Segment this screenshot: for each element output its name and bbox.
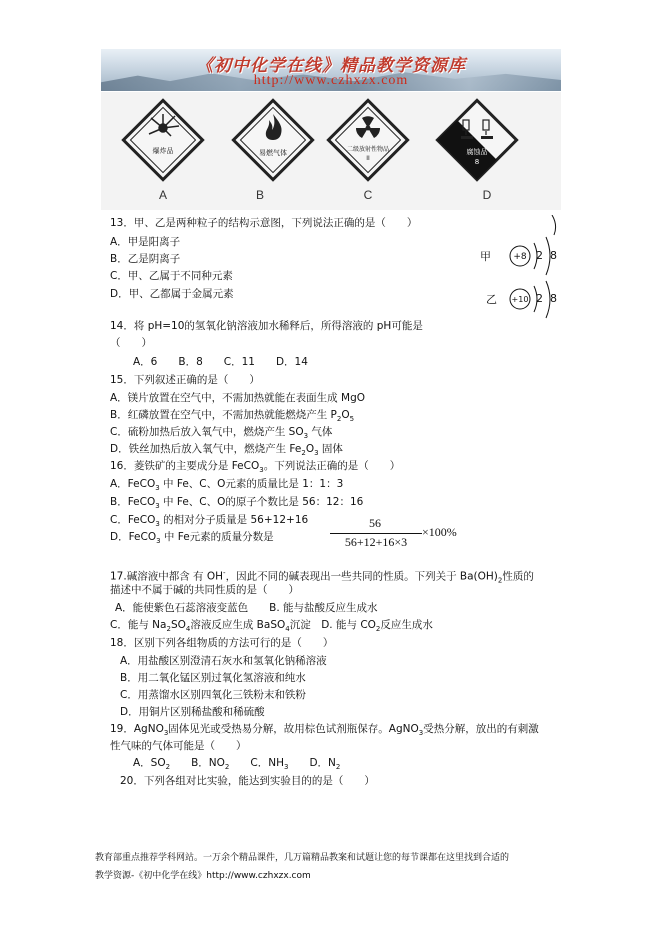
atom-jia-label: 甲	[480, 250, 491, 263]
svg-text:易燃气体: 易燃气体	[259, 149, 287, 157]
q18-option-b: B．用二氧化锰区别过氧化氢溶液和纯水	[120, 672, 306, 684]
radioactive-sign	[326, 98, 410, 182]
q19-options: A．$SO_2$ B．$NO_2$ C．$NH_3$ D．$N_2$	[133, 757, 341, 772]
svg-text:8: 8	[550, 292, 557, 305]
question-17-cont: 描述中不属于碱的共同性质的是（ ）	[110, 584, 299, 596]
q16-option-c: C．FeCO$_3$ 的相对分子质量是 56+12+16	[110, 514, 309, 529]
svg-text:+8: +8	[513, 252, 527, 262]
header-banner	[101, 49, 561, 91]
q13-option-d: D．甲、乙都属于金属元素	[110, 288, 234, 300]
q15-option-c: C．硫粉加热后放入氧气中，燃烧产生 $SO_3$ 气体	[110, 426, 333, 441]
question-13: 13．甲、乙是两种粒子的结构示意图，下列说法正确的是（ ）	[110, 217, 418, 229]
atom-yi-label: 乙	[486, 293, 497, 306]
question-19-cont: 性气味的气体可能是（ ）	[110, 740, 247, 752]
svg-text:二级放射性物品: 二级放射性物品	[346, 146, 390, 153]
explosive-sign	[121, 98, 205, 182]
question-20: 20．下列各组对比实验，能达到实验目的的是（ ）	[120, 775, 375, 787]
question-18: 18．区别下列各组物质的方法可行的是（ ）	[110, 637, 334, 649]
q16-option-d: D．FeCO$_3$ 中 Fe元素的质量分数是	[110, 531, 274, 546]
sign-letter-c: C	[363, 188, 373, 202]
svg-text:2: 2	[536, 249, 543, 262]
q17-options-cd: C．能与 $Na_2SO_4$溶液反应生成 BaSO$_4$沉淀 D. 能与 $CO_2$反应生成水	[110, 619, 433, 634]
q18-option-d: D．用铜片区别稀盐酸和稀硫酸	[120, 706, 265, 718]
banner-url[interactable]: http://www.czhxzx.com	[253, 73, 409, 88]
svg-text:8: 8	[474, 158, 480, 166]
footer-line-2[interactable]: 教学资源-《初中化学在线》http://www.czhxzx.com	[95, 871, 311, 881]
q14-paren: （ ）	[110, 337, 152, 349]
q18-option-c: C．用蒸馏水区别四氧化三铁粉末和铁粉	[120, 689, 306, 701]
question-19: 19．AgNO$_3$固体见光或受热易分解，故用棕色试剂瓶保存。AgNO$_3$受热分解，放出的有刺激	[110, 723, 539, 738]
q14-options: A．6 B．8 C．11 D．14	[133, 356, 308, 368]
q15-option-b: B．红磷放置在空气中，不需加热就能燃烧产生 $P_2O_5$	[110, 409, 355, 424]
q16-option-b: B．FeCO$_3$ 中 Fe、C、O的原子个数比是 56：12：16	[110, 496, 364, 511]
q16-option-a: A．FeCO$_3$ 中 Fe、C、O元素的质量比是 1：1：3	[110, 478, 344, 493]
question-16: 16．菱铁矿的主要成分是 FeCO$_3$。下列说法正确的是（ ）	[110, 460, 401, 475]
corrosive-sign	[435, 98, 519, 182]
mass-fraction-formula	[330, 514, 458, 554]
fraction-suffix: ×100%	[422, 525, 457, 539]
sign-letter-b: B	[255, 188, 264, 202]
fraction-denominator: 56+12+16×3	[344, 535, 408, 549]
q13-option-a: A．甲是阳离子	[110, 236, 181, 248]
svg-text:II: II	[366, 155, 370, 162]
svg-text:腐蚀品: 腐蚀品	[466, 148, 488, 156]
banner-title: 《初中化学在线》精品教学资源库	[196, 56, 466, 76]
hazard-signs-panel	[101, 92, 561, 210]
q15-option-d: D．铁丝加热后放入氧气中，燃烧产生 $Fe_2O_3$ 固体	[110, 443, 343, 458]
sign-letter-a: A	[158, 188, 167, 202]
fraction-bar	[330, 533, 422, 534]
q13-option-b: B．乙是阴离子	[110, 253, 181, 265]
svg-text:爆炸品: 爆炸品	[152, 147, 174, 155]
question-15: 15．下列叙述正确的是（ ）	[110, 374, 260, 386]
flammable-gas-sign	[231, 98, 315, 182]
question-14: 14．将 pH=10的氢氧化钠溶液加水稀释后，所得溶液的 pH可能是	[110, 320, 423, 332]
q18-option-a: A．用盐酸区别澄清石灰水和氢氧化钠稀溶液	[120, 655, 327, 667]
fraction-numerator: 56	[369, 516, 381, 530]
q17-options-ab: A．能使紫色石蕊溶液变蓝色 B. 能与盐酸反应生成水	[115, 602, 378, 614]
atom-structure-diagrams	[478, 215, 578, 320]
sign-letter-d: D	[482, 188, 492, 202]
q13-option-c: C．甲、乙属于不同种元素	[110, 270, 233, 282]
q15-option-a: A．镁片放置在空气中，不需加热就能在表面生成 MgO	[110, 392, 366, 404]
footer-line-1: 教育部重点推荐学科网站。一万余个精品课件，几万篇精品教案和试题让您的每节课都在这里找到合适的	[95, 853, 510, 863]
svg-text:2: 2	[536, 292, 543, 305]
svg-text:8: 8	[550, 249, 557, 262]
question-17: 17.碱溶液中都含 有 OH-，因此不同的碱表现出一些共同的性质。下列关于 $Ba(OH)_2$性质的	[110, 569, 534, 585]
svg-text:+10: +10	[511, 295, 529, 304]
